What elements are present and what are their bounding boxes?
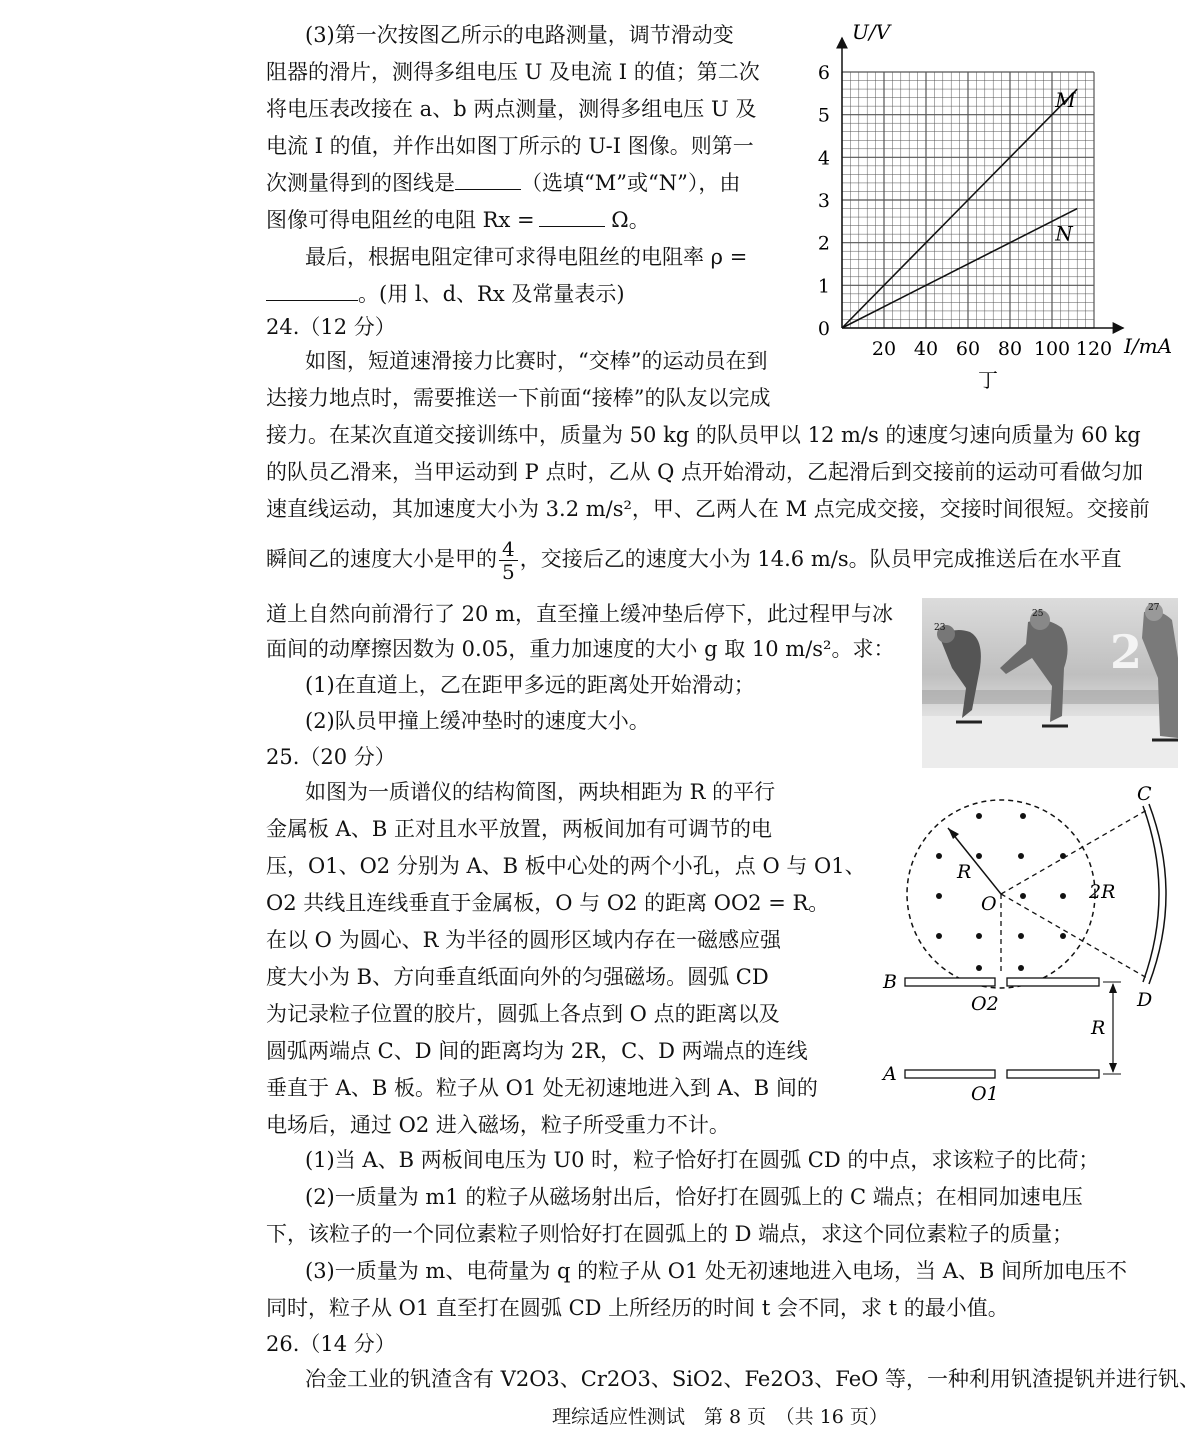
q23-line-7: 最后，根据电阻定律可求得电阻丝的电阻率 ρ =: [305, 245, 748, 269]
bib-25: 25: [1032, 609, 1044, 619]
plate-B-right: [1007, 978, 1099, 986]
q25-line-5: 在以 O 为圆心、R 为半径的圆形区域内存在一磁感应强: [266, 928, 782, 952]
q25-sub-3-line-2: 同时，粒子从 O1 直至打在圆弧 CD 上所经历的时间 t 会不同，求 t 的最小值。: [266, 1296, 1009, 1320]
series-label-N: N: [1055, 221, 1073, 246]
field-dot: [1018, 933, 1024, 939]
q25-line-10: 电场后，通过 O2 进入磁场，粒子所受重力不计。: [266, 1113, 730, 1137]
q23-line-1: (3)第一次按图乙所示的电路测量，调节滑动变: [305, 23, 734, 47]
bib-27: 27: [1148, 603, 1160, 613]
q25-line-1: 如图为一质谱仪的结构简图，两块相距为 R 的平行: [305, 780, 776, 804]
y-tick-label: 0: [818, 318, 830, 340]
label-B: B: [883, 971, 897, 993]
q25-line-6: 度大小为 B、方向垂直纸面向外的匀强磁场。圆弧 CD: [266, 965, 769, 989]
label-D: D: [1137, 989, 1153, 1011]
y-tick-label: 5: [818, 104, 830, 127]
q23-line-4: 电流 I 的值，并作出如图丁所示的 U-I 图像。则第一: [266, 134, 754, 158]
field-dot: [1018, 965, 1024, 971]
q23-line-2: 阻器的滑片，测得多组电压 U 及电流 I 的值；第二次: [266, 60, 760, 84]
q24-line-4: 的队员乙滑来，当甲运动到 P 点时，乙从 Q 点开始滑动，乙起滑后到交接前的运动可看做匀加: [266, 460, 1144, 484]
q25-line-9: 垂直于 A、B 板。粒子从 O1 处无初速地进入到 A、B 间的: [266, 1076, 818, 1100]
q25-line-7: 为记录粒子位置的胶片，圆弧上各点到 O 点的距离以及: [266, 1002, 780, 1026]
label-R-gap: R: [1091, 1017, 1106, 1039]
y-tick-label: 3: [818, 190, 830, 212]
x-tick-label: 40: [913, 338, 939, 360]
q24-line-3: 接力。在某次直道交接训练中，质量为 50 kg 的队员甲以 12 m/s 的速度匀速向质量为 60 kg: [266, 423, 1141, 447]
q23-line-8: [266, 279, 625, 309]
photo-big-digit: 2: [1110, 625, 1143, 679]
q23-line-6b: Ω。: [611, 208, 650, 232]
dim-arrow-down: [1109, 1063, 1117, 1073]
x-tick-label: 20: [871, 338, 897, 360]
mass-spectrometer-diagram: [875, 780, 1175, 1110]
label-2R: 2R: [1089, 881, 1116, 903]
q23-line-5b: （选填“M”或“N”），由: [521, 171, 741, 195]
q25-sub-2-line-2: 下，该粒子的一个同位素粒子则恰好打在圆弧上的 D 端点，求这个同位素粒子的质量；: [266, 1222, 1074, 1246]
answer-blank-resistance[interactable]: [539, 208, 605, 227]
field-dot: [936, 893, 942, 899]
q25-header: 25.（20 分）: [266, 745, 396, 769]
film-arc-inner: [1143, 806, 1159, 982]
q24-line-6: [266, 538, 1122, 583]
y-tick-label: 1: [818, 275, 830, 298]
q25-line-3: 压，O1、O2 分别为 A、B 板中心处的两个小孔，点 O 与 O1、: [266, 854, 866, 878]
q24-sub-2: (2)队员甲撞上缓冲垫时的速度大小。: [305, 709, 650, 733]
q24-line-1: 如图，短道速滑接力比赛时，“交棒”的运动员在到: [305, 349, 768, 373]
q25-line-4: O2 共线且连线垂直于金属板，O 与 O2 的距离 OO2 = R。: [266, 891, 830, 915]
field-dot: [1060, 853, 1066, 859]
label-O1: O1: [971, 1083, 999, 1105]
u-i-chart: [818, 15, 1188, 395]
skaters-illustration: [922, 598, 1178, 768]
field-dot: [976, 813, 982, 819]
fraction-numerator: 4: [499, 538, 518, 561]
q23-line-8-text: 。(用 l、d、Rx 及常量表示): [358, 282, 625, 306]
radius-line: [948, 828, 1001, 894]
field-dot: [936, 853, 942, 859]
page-footer: 理综适应性测试 第 8 页 （共 16 页）: [552, 1406, 888, 1428]
q24-header: 24.（12 分）: [266, 315, 396, 339]
chart-y-axis-label: U/V: [852, 20, 891, 44]
q24-line-8: 面间的动摩擦因数为 0.05，重力加速度的大小 g 取 10 m/s²。求：: [266, 637, 895, 661]
q25-line-8: 圆弧两端点 C、D 间的距离均为 2R，C、D 两端点的连线: [266, 1039, 808, 1063]
chart-x-axis-label: I/mA: [1124, 334, 1173, 358]
x-tick-label: 80: [997, 338, 1023, 360]
q25-sub-2-line-1: (2)一质量为 m1 的粒子从磁场射出后，恰好打在圆弧上的 C 端点；在相同加速电压: [305, 1185, 1083, 1209]
plate-B-left: [905, 978, 995, 986]
field-dot: [1060, 933, 1066, 939]
y-tick-label: 4: [818, 147, 830, 170]
radius-arrowhead: [948, 828, 959, 839]
q24-line-6a: 瞬间乙的速度大小是甲的: [266, 547, 497, 571]
label-C: C: [1137, 783, 1152, 805]
bib-23: 23: [934, 623, 946, 633]
dashed-line-to-C: [1001, 810, 1147, 894]
q23-line-5: [266, 168, 740, 198]
field-dot: [1020, 893, 1026, 899]
q24-line-7: 道上自然向前滑行了 20 m，直至撞上缓冲垫后停下，此过程甲与冰: [266, 602, 893, 626]
field-dot: [976, 965, 982, 971]
q25-sub-3-line-1: (3)一质量为 m、电荷量为 q 的粒子从 O1 处无初速地进入电场，当 A、B 间所加电压不: [305, 1259, 1128, 1283]
q23-line-6a: 图像可得电阻丝的电阻 Rx =: [266, 208, 535, 232]
q25-sub-1: (1)当 A、B 两板间电压为 U0 时，粒子恰好打在圆弧 CD 的中点，求该粒子的比荷；: [305, 1148, 1100, 1172]
answer-blank-graph[interactable]: [455, 171, 521, 190]
q24-sub-1: (1)在直道上，乙在距甲多远的距离处开始滑动；: [305, 673, 755, 697]
answer-blank-resistivity[interactable]: [266, 282, 358, 301]
field-dot: [976, 853, 982, 859]
y-tick-label: 6: [818, 62, 830, 84]
fraction-four-fifths: [499, 538, 518, 583]
label-O2: O2: [971, 993, 999, 1015]
field-dot: [976, 933, 982, 939]
label-radius-R: R: [957, 861, 972, 883]
y-tick-label: 2: [818, 232, 830, 255]
x-tick-label: 100: [1033, 338, 1071, 360]
field-dot: [1020, 813, 1026, 819]
x-tick-label: 120: [1075, 338, 1113, 360]
field-dot: [1018, 853, 1024, 859]
q23-line-6: [266, 205, 650, 235]
q24-line-2: 达接力地点时，需要推送一下前面“接棒”的队友以完成: [266, 386, 771, 410]
dim-arrow-up: [1109, 983, 1117, 993]
q24-line-5: 速直线运动，其加速度大小为 3.2 m/s²，甲、乙两人在 M 点完成交接，交接时间很短。交接前: [266, 497, 1150, 521]
label-O: O: [981, 893, 997, 915]
series-label-M: M: [1055, 88, 1076, 113]
speed-skating-photo: [922, 598, 1178, 768]
q26-line-1: 冶金工业的钒渣含有 V2O3、Cr2O3、SiO2、Fe2O3、FeO 等，一种利用钒渣提钒并进行钒、: [305, 1367, 1200, 1391]
label-A: A: [883, 1063, 897, 1085]
field-dot: [1060, 893, 1066, 899]
q25-line-2: 金属板 A、B 正对且水平放置，两板间加有可调节的电: [266, 817, 772, 841]
fraction-denominator: 5: [502, 560, 515, 584]
plate-A-left: [905, 1070, 995, 1078]
plate-A-right: [1007, 1070, 1099, 1078]
chart-caption: 丁: [978, 368, 998, 392]
q23-line-5a: 次测量得到的图线是: [266, 171, 455, 195]
q24-line-6b: ，交接后乙的速度大小为 14.6 m/s。队员甲完成推送后在水平直: [519, 547, 1122, 571]
q23-line-3: 将电压表改接在 a、b 两点测量，测得多组电压 U 及: [266, 97, 757, 121]
x-tick-label: 60: [955, 338, 981, 360]
q26-header: 26.（14 分）: [266, 1332, 396, 1356]
field-dot: [936, 933, 942, 939]
